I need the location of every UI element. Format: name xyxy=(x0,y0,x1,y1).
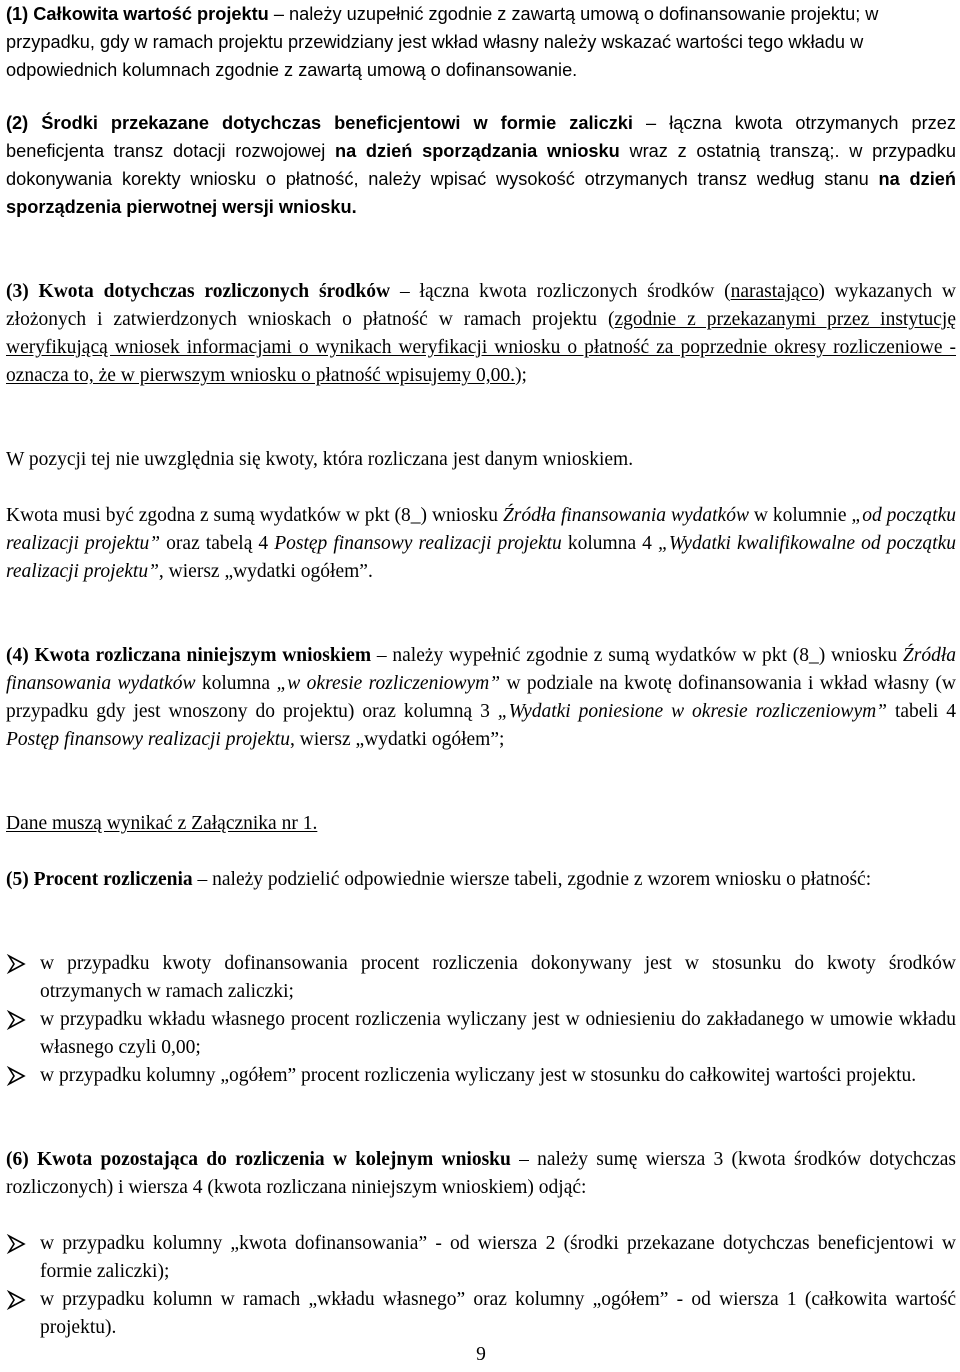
paragraph-5-dash: – xyxy=(192,869,213,890)
list-item xyxy=(6,950,956,1006)
paragraph-6 xyxy=(6,1146,956,1202)
paragraph-1-text: należy uzupełnić zgodnie z zawartą umową o dofinansowanie projektu; w przypadku, gdy w ramach projektu przewidziany jest wkład własny należy wskazać wartości tego wkładu w odpowiednich kolumnach zgodnie z zawartą umową o dofinansowanie. xyxy=(6,4,879,80)
list-item-text: w przypadku kolumny „ogółem” procent rozliczenia wyliczany jest w stosunku do całkowitej wartości projektu. xyxy=(40,1065,917,1086)
paragraph-6-list xyxy=(6,1230,956,1342)
paragraph-3c-italic-2: „od początku realizacji projektu” xyxy=(6,505,956,554)
paragraph-4-text-3: w podziale na kwotę dofinansowania i wkład własny (w przypadku gdy jest wnoszony do projektu) oraz kolumną 3 xyxy=(6,673,956,722)
paragraph-3c-italic-3: Postęp finansowy realizacji projektu xyxy=(274,533,562,554)
paragraph-4-italic-4: Postęp finansowy realizacji projektu xyxy=(6,729,290,750)
paragraph-3-dash: – xyxy=(390,281,420,302)
paragraph-5-list-wrap xyxy=(6,950,956,1090)
paragraph-2-bold-1: na dzień sporządzania wniosku xyxy=(334,141,620,161)
paragraph-3b: W pozycji tej nie uwzględnia się kwoty, która rozliczana jest danym wnioskiem. xyxy=(6,449,634,470)
page-number: 9 xyxy=(476,1344,486,1365)
paragraph-4b-underline: Dane muszą wynikać z Załącznika nr 1. xyxy=(6,813,318,834)
paragraph-3c-text-1: Kwota musi być zgodna z sumą wydatków w pkt (8_) wniosku xyxy=(6,505,503,526)
arrow-bullet-icon xyxy=(6,954,26,974)
paragraph-4-italic-2: „w okresie rozliczeniowym” xyxy=(276,673,501,694)
paragraph-2-bold-2: na dzień sporządzenia pierwotnej wersji wniosku. xyxy=(6,169,957,217)
arrow-bullet-icon xyxy=(6,1066,26,1086)
paragraph-3-text-1: łączna kwota rozliczonych środków ( xyxy=(419,281,731,302)
paragraph-6-dash: – xyxy=(510,1149,538,1170)
paragraph-3-text-2: ) wykazanych w złożonych i zatwierdzonych wnioskach o płatność w ramach projektu ( xyxy=(6,281,956,330)
arrow-bullet-icon xyxy=(6,1290,26,1310)
paragraph-4-italic-3: „Wydatki poniesione w okresie rozliczeniowym” xyxy=(497,701,888,722)
paragraph-2-text-2: wraz z ostatnią transzą;. w przypadku dokonywania korekty wniosku o płatność, należy wpisać wysokość otrzymanych transz według stanu xyxy=(6,141,956,189)
paragraph-1-dash: – xyxy=(268,4,290,24)
paragraph-2-label: (2) Środki przekazane dotychczas beneficjentowi w formie zaliczki xyxy=(6,113,633,133)
list-item xyxy=(6,1230,956,1286)
list-item-text: w przypadku kwoty dofinansowania procent rozliczenia dokonywany jest w stosunku do kwoty środków otrzymanych w ramach zaliczki; xyxy=(40,953,956,1002)
paragraph-3-underline-2: zgodnie z przekazanymi przez instytucję weryfikującą wniosek informacjami o wynikach weryfikacji wniosku o płatność za poprzednie okresy rozliczeniowe - oznacza to, że w pierwszym wniosku o płatność wpisujemy 0,00. xyxy=(6,309,956,386)
paragraph-5 xyxy=(6,866,956,894)
list-item xyxy=(6,1062,956,1090)
paragraph-5-text: należy podzielić odpowiednie wiersze tabeli, zgodnie z wzorem wniosku o płatność: xyxy=(212,869,872,890)
paragraph-5-list xyxy=(6,950,956,1090)
arrow-bullet-icon xyxy=(6,1010,26,1030)
paragraph-3-text-3: ); xyxy=(515,365,527,386)
paragraph-4 xyxy=(6,642,956,754)
list-item xyxy=(6,1286,956,1342)
paragraph-3c xyxy=(6,502,956,586)
paragraph-2-text-1: łączna kwota otrzymanych przez beneficjenta transz dotacji rozwojowej xyxy=(6,113,956,161)
list-item-text: w przypadku kolumny „kwota dofinansowania” - od wiersza 2 (środki przekazane dotychczas beneficjentowi w formie zaliczki); xyxy=(40,1233,956,1282)
paragraph-4-dash: – xyxy=(371,645,393,666)
paragraph-2 xyxy=(6,109,956,221)
paragraph-3c-text-3: oraz tabelą 4 xyxy=(160,533,275,554)
paragraph-4-text-2: kolumna xyxy=(195,673,277,694)
paragraph-2-dash: – xyxy=(632,113,670,133)
list-item-text: w przypadku kolumn w ramach „wkładu własnego” oraz kolumny „ogółem” - od wiersza 1 (całkowita wartość projektu). xyxy=(40,1289,956,1338)
paragraph-4-text-1: należy wypełnić zgodnie z sumą wydatków w pkt (8_) wniosku xyxy=(392,645,903,666)
paragraph-1-label: (1) Całkowita wartość projektu xyxy=(6,4,269,24)
paragraph-6-list-wrap xyxy=(6,1230,956,1342)
paragraph-4-text-4: tabeli 4 xyxy=(887,701,956,722)
paragraph-1 xyxy=(6,0,956,84)
paragraph-3c-italic-4: „Wydatki kwalifikowalne od początku realizacji projektu” xyxy=(6,533,957,582)
paragraph-4-label: (4) Kwota rozliczana niniejszym wnioskiem xyxy=(6,645,372,666)
paragraph-4-italic-1: Źródła finansowania wydatków xyxy=(6,645,957,694)
list-item-text: w przypadku wkładu własnego procent rozliczenia wyliczany jest w odniesieniu do zakładanego w umowie wkładu własnego czyli 0,00; xyxy=(40,1009,956,1058)
list-item xyxy=(6,1006,956,1062)
paragraph-4-text-5: , wiersz „wydatki ogółem”; xyxy=(289,729,505,750)
paragraph-6-text: należy sumę wiersza 3 (kwota środków dotychczas rozliczonych) i wiersza 4 (kwota rozliczana niniejszym wnioskiem) odjąć: xyxy=(6,1149,957,1198)
paragraph-6-label: (6) Kwota pozostająca do rozliczenia w kolejnym wniosku xyxy=(6,1149,511,1170)
paragraph-3 xyxy=(6,278,956,390)
paragraph-3c-text-4: kolumna 4 xyxy=(561,533,658,554)
paragraph-3c-text-2: w kolumnie xyxy=(748,505,852,526)
paragraph-3-underline-1: narastająco xyxy=(730,281,819,302)
arrow-bullet-icon xyxy=(6,1234,26,1254)
paragraph-4b xyxy=(6,810,956,838)
paragraph-3c-text-5: , wiersz „wydatki ogółem”. xyxy=(158,561,373,582)
paragraph-3c-italic-1: Źródła finansowania wydatków xyxy=(502,505,749,526)
paragraph-5-label: (5) Procent rozliczenia xyxy=(6,869,193,890)
paragraph-3-label: (3) Kwota dotychczas rozliczonych środków xyxy=(6,281,391,302)
